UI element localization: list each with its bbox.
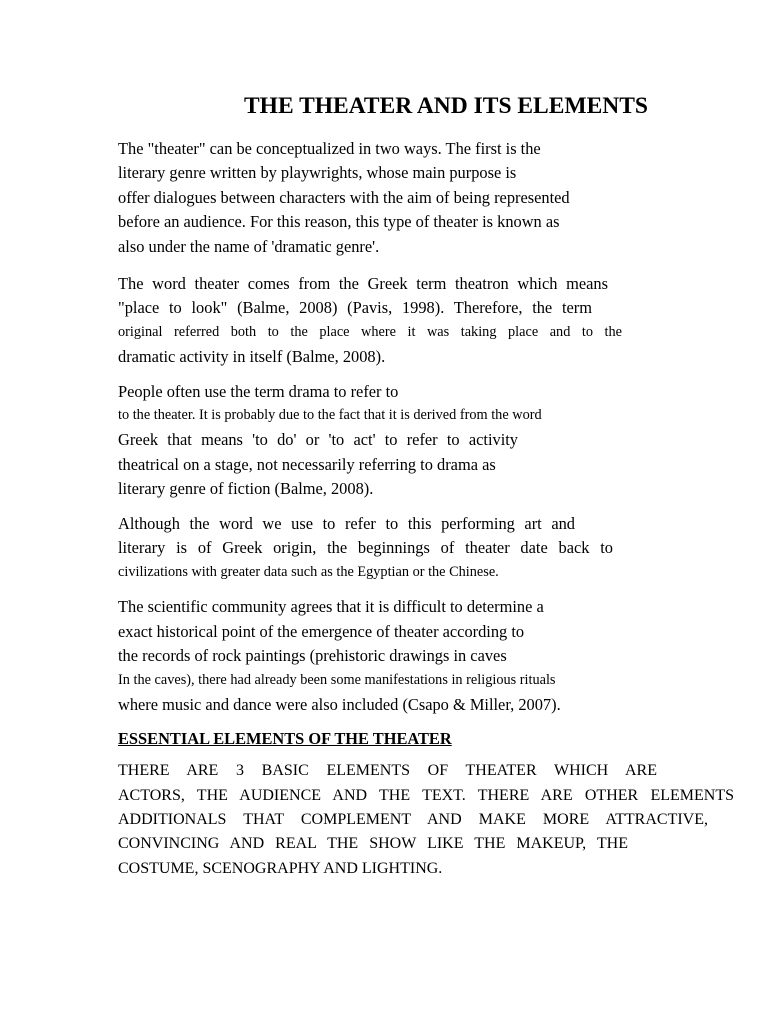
paragraph-5-line-4: In the caves), there had already been some manifestations in religious rituals bbox=[118, 672, 556, 688]
paragraph-2-line-1: The word theater comes from the Greek term theatron which means bbox=[118, 274, 608, 293]
document-title: THE THEATER AND ITS ELEMENTS bbox=[244, 93, 648, 119]
paragraph-2-line-3: original referred both to the place where it was taking place and to the bbox=[118, 324, 622, 340]
paragraph-4-line-3: civilizations with greater data such as the Egyptian or the Chinese. bbox=[118, 564, 499, 580]
section-line-5: COSTUME, SCENOGRAPHY AND LIGHTING. bbox=[118, 860, 443, 877]
paragraph-5-line-3: the records of rock paintings (prehistoric drawings in caves bbox=[118, 646, 507, 665]
paragraph-1-line-2: literary genre written by playwrights, whose main purpose is bbox=[118, 163, 517, 182]
paragraph-2-line-4: dramatic activity in itself (Balme, 2008). bbox=[118, 347, 386, 366]
paragraph-3-line-1: People often use the term drama to refer to bbox=[118, 382, 399, 401]
paragraph-1-line-4: before an audience. For this reason, this type of theater is known as bbox=[118, 212, 560, 231]
section-heading: ESSENTIAL ELEMENTS OF THE THEATER bbox=[118, 729, 452, 748]
paragraph-5-line-5: where music and dance were also included (Csapo & Miller, 2007). bbox=[118, 695, 561, 714]
paragraph-1-line-3: offer dialogues between characters with the aim of being represented bbox=[118, 188, 570, 207]
paragraph-4-line-2: literary is of Greek origin, the beginnings of theater date back to bbox=[118, 538, 613, 557]
section-line-1: THERE ARE 3 BASIC ELEMENTS OF THEATER WHICH ARE bbox=[118, 762, 657, 779]
paragraph-1-line-5: also under the name of 'dramatic genre'. bbox=[118, 237, 380, 256]
paragraph-4-line-1: Although the word we use to refer to this performing art and bbox=[118, 514, 575, 533]
paragraph-3-line-5: literary genre of fiction (Balme, 2008). bbox=[118, 479, 374, 498]
paragraph-3-line-4: theatrical on a stage, not necessarily referring to drama as bbox=[118, 455, 496, 474]
paragraph-1-line-1: The "theater" can be conceptualized in two ways. The first is the bbox=[118, 139, 541, 158]
section-line-3: ADDITIONALS THAT COMPLEMENT AND MAKE MORE ATTRACTIVE, bbox=[118, 811, 708, 828]
section-line-4: CONVINCING AND REAL THE SHOW LIKE THE MAKEUP, THE bbox=[118, 835, 628, 852]
paragraph-5-line-2: exact historical point of the emergence of theater according to bbox=[118, 622, 525, 641]
section-line-2: ACTORS, THE AUDIENCE AND THE TEXT. THERE ARE OTHER ELEMENTS bbox=[118, 787, 734, 804]
paragraph-2-line-2: "place to look" (Balme, 2008) (Pavis, 1998). Therefore, the term bbox=[118, 298, 592, 317]
paragraph-5-line-1: The scientific community agrees that it is difficult to determine a bbox=[118, 597, 544, 616]
paragraph-3-line-3: Greek that means 'to do' or 'to act' to refer to activity bbox=[118, 430, 518, 449]
paragraph-3-line-2: to the theater. It is probably due to the fact that it is derived from the word bbox=[118, 407, 542, 423]
